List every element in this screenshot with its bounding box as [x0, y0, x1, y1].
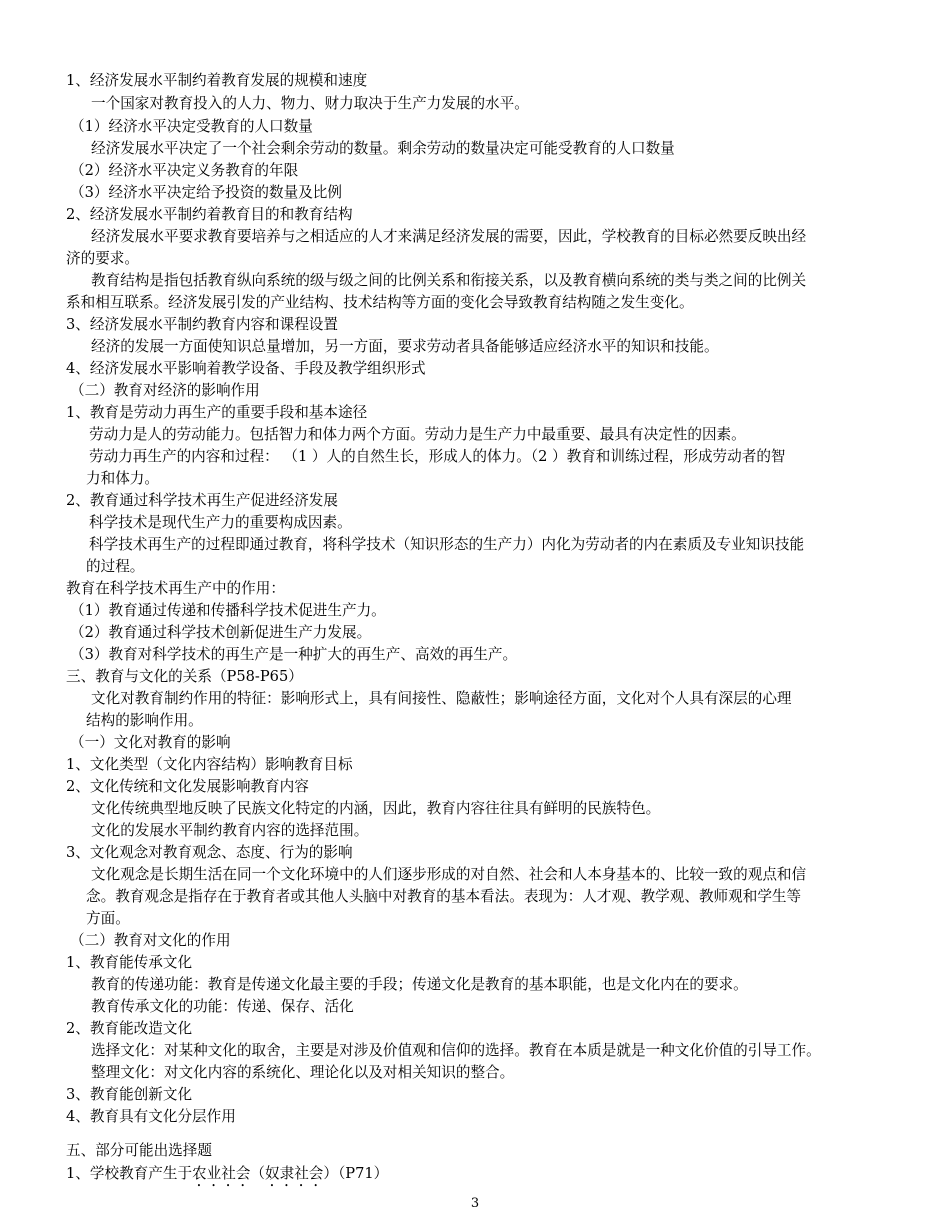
text-line: 三、教育与文化的关系（P58-P65）: [66, 668, 303, 685]
text-line: 劳动力是人的劳动能力。包括智力和体力两个方面。劳动力是生产力中最重要、最具有决定性的因素。: [89, 426, 746, 443]
text-line: 1、经济发展水平制约着教育发展的规模和速度: [66, 72, 368, 89]
text-line: 一个国家对教育投入的人力、物力、财力取决于生产力发展的水平。: [91, 95, 529, 112]
text-line: 念。教育观念是指存在于教育者或其他人头脑中对教育的基本看法。表现为：人才观、教学观、教师观和学生等: [86, 888, 802, 905]
text-line: 1、教育能传承文化: [66, 954, 193, 971]
text-line: 劳动力再生产的内容和过程： （1 ）人的自然生长，形成人的体力。（2 ）教育和训练过程，形成劳动者的智: [89, 448, 786, 465]
text-line: 文化对教育制约作用的特征：影响形式上，具有间接性、隐蔽性；影响途径方面，文化对个人具有深层的心理: [91, 690, 792, 707]
text-line: 教育结构是指包括教育纵向系统的级与级之间的比例关系和衔接关系，以及教育横向系统的类与类之间的比例关: [91, 272, 807, 289]
text-line: （一）文化对教育的影响: [70, 734, 231, 751]
last-line: [66, 1163, 388, 1190]
text-line: （2）经济水平决定义务教育的年限: [70, 162, 299, 179]
text-line: 系和相互联系。经济发展引发的产业结构、技术结构等方面的变化会导致教育结构随之发生变化。: [66, 294, 694, 311]
text-line: 1、文化类型（文化内容结构）影响教育目标: [66, 756, 353, 773]
text-line: （二）教育对经济的影响作用: [70, 382, 260, 399]
text-line: 4、教育具有文化分层作用: [66, 1108, 236, 1125]
text-line: 1、教育是劳动力再生产的重要手段和基本途径: [66, 404, 368, 421]
last-line-post: （P71）: [338, 1165, 389, 1182]
text-line: （1）教育通过传递和传播科学技术促进生产力。: [70, 602, 386, 619]
text-line: （3）经济水平决定给予投资的数量及比例: [70, 184, 342, 201]
text-line: 科学技术是现代生产力的重要构成因素。: [89, 514, 352, 531]
last-line-emphasis: 农业社会（奴隶社会）: [192, 1165, 338, 1182]
text-line: 方面。: [86, 910, 130, 927]
text-line: 2、经济发展水平制约着教育目的和教育结构: [66, 206, 353, 223]
text-line: 教育在科学技术再生产中的作用：: [66, 580, 285, 597]
text-line: 文化的发展水平制约教育内容的选择范围。: [91, 822, 369, 839]
text-line: 2、文化传统和文化发展影响教育内容: [66, 778, 309, 795]
text-line: 3、教育能创新文化: [66, 1086, 193, 1103]
text-line: 经济发展水平要求教育要培养与之相适应的人才来满足经济发展的需要，因此，学校教育的目标必然要反映出经: [91, 228, 807, 245]
text-line: （1）经济水平决定受教育的人口数量: [70, 118, 313, 135]
text-line: 经济发展水平决定了一个社会剩余劳动的数量。剩余劳动的数量决定可能受教育的人口数量: [91, 140, 675, 157]
text-line: 的过程。: [86, 558, 145, 575]
text-line: （2）教育通过科学技术创新促进生产力发展。: [70, 624, 372, 641]
text-line: 科学技术再生产的过程即通过教育，将科学技术（知识形态的生产力）内化为劳动者的内在素质及专业知识技能: [89, 536, 805, 553]
text-line: （3）教育对科学技术的再生产是一种扩大的再生产、高效的再生产。: [70, 646, 518, 663]
text-line: 济的要求。: [66, 250, 139, 267]
text-line: 2、教育能改造文化: [66, 1020, 193, 1037]
text-line: 文化传统典型地反映了民族文化特定的内涵，因此，教育内容往往具有鲜明的民族特色。: [91, 800, 661, 817]
text-line: 3、经济发展水平制约教育内容和课程设置: [66, 316, 338, 333]
text-line: 文化观念是长期生活在同一个文化环境中的人们逐步形成的对自然、社会和人本身基本的、比较一致的观点和信: [91, 866, 807, 883]
text-line: 3、文化观念对教育观念、态度、行为的影响: [66, 844, 353, 861]
text-line: 经济的发展一方面使知识总量增加，另一方面，要求劳动者具备能够适应经济水平的知识和技能。: [91, 338, 719, 355]
text-line: 力和体力。: [86, 470, 159, 487]
page-number: 3: [470, 1196, 480, 1211]
text-line: 结构的影响作用。: [86, 712, 203, 729]
text-line: 整理文化：对文化内容的系统化、理论化以及对相关知识的整合。: [91, 1064, 515, 1081]
text-line: 2、教育通过科学技术再生产促进经济发展: [66, 492, 338, 509]
text-line: 教育的传递功能：教育是传递文化最主要的手段；传递文化是教育的基本职能，也是文化内在的要求。: [91, 976, 748, 993]
text-line: （二）教育对文化的作用: [70, 932, 231, 949]
text-line: 五、部分可能出选择题: [66, 1142, 212, 1159]
text-line: 教育传承文化的功能：传递、保存、活化: [91, 998, 354, 1015]
last-line-pre: 1、学校教育产生于: [66, 1165, 193, 1182]
text-line: 4、经济发展水平影响着教学设备、手段及教学组织形式: [66, 360, 426, 377]
text-line: 选择文化：对某种文化的取舍，主要是对涉及价值观和信仰的选择。教育在本质是就是一种文化价值的引导工作。: [91, 1042, 821, 1059]
